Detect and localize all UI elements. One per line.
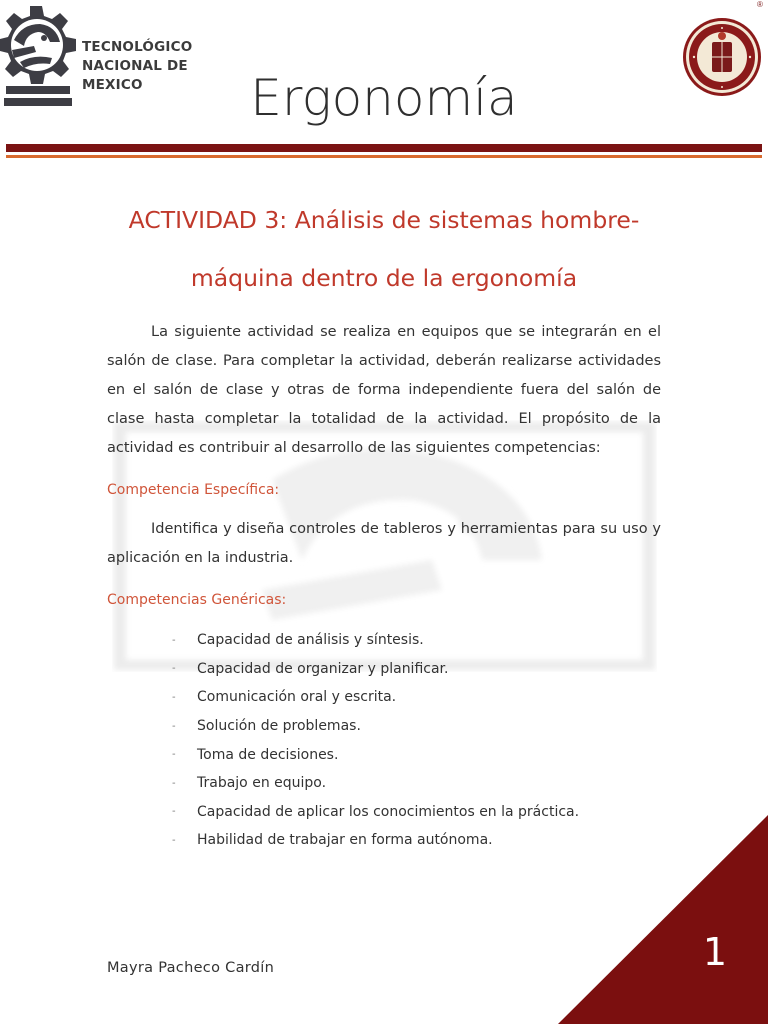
specific-competency-paragraph — [107, 515, 661, 573]
list-item — [172, 740, 579, 769]
bullet-dash: - — [172, 806, 176, 818]
list-item — [172, 712, 579, 741]
document-title: Ergonomía — [250, 69, 518, 127]
bullet-dash: - — [172, 691, 176, 703]
list-item-text: Capacidad de análisis y síntesis. — [197, 632, 424, 649]
list-item-text: Comunicación oral y escrita. — [197, 689, 397, 706]
registered-mark: ® — [757, 0, 763, 9]
institution-line2: NACIONAL DE MEXICO — [82, 58, 188, 93]
bullet-dash: - — [172, 634, 176, 646]
list-item — [172, 655, 579, 684]
page-number: 1 — [702, 930, 728, 974]
list-item-text: Capacidad de aplicar los conocimientos en la práctica. — [197, 803, 580, 820]
instituto-tecnologico-merida-seal-icon — [682, 8, 762, 106]
bullet-dash: - — [172, 777, 176, 789]
list-item — [172, 626, 579, 655]
list-item — [172, 826, 579, 855]
bullet-dash: - — [172, 834, 176, 846]
generic-competencies-heading: Competencias Genéricas: — [107, 592, 287, 608]
header-rule-maroon — [6, 144, 762, 152]
header-rule-orange — [6, 155, 762, 158]
list-item — [172, 683, 579, 712]
corner-triangle-decoration — [558, 815, 768, 1024]
list-item-text: Toma de decisiones. — [197, 746, 339, 763]
footer-author: Mayra Pacheco Cardín — [107, 960, 275, 976]
list-item-text: Capacidad de organizar y planificar. — [197, 660, 449, 677]
specific-competency-heading: Competencia Específica: — [107, 482, 280, 498]
intro-paragraph-text: La siguiente actividad se realiza en equipos que se integrarán en el salón de clase. Para completar la actividad, deberán realizarse actividades en el salón de clase y otras de forma independiente fuera del salón de clase hasta completar la totalidad de la actividad. El propósito de la actividad es contribuir al desarrollo de las siguientes competencias: — [107, 324, 661, 456]
list-item — [172, 769, 579, 798]
page-header — [0, 0, 768, 170]
list-item-text: Habilidad de trabajar en forma autónoma. — [197, 832, 493, 849]
list-item-text: Solución de problemas. — [197, 718, 361, 735]
list-item — [172, 798, 579, 827]
specific-competency-text: Identifica y diseña controles de tableros y herramientas para su uso y aplicación en la industria. — [107, 521, 661, 566]
bullet-dash: - — [172, 663, 176, 675]
activity-title-line2: máquina dentro de la ergonomía — [190, 264, 578, 292]
intro-paragraph — [107, 318, 661, 463]
bullet-dash: - — [172, 749, 176, 761]
bullet-dash: - — [172, 720, 176, 732]
list-item-text: Trabajo en equipo. — [197, 775, 327, 792]
generic-competencies-list — [172, 626, 579, 855]
institution-line1: TECNOLÓGICO — [82, 39, 193, 55]
activity-title-line1: ACTIVIDAD 3: Análisis de sistemas hombre- — [128, 206, 640, 234]
